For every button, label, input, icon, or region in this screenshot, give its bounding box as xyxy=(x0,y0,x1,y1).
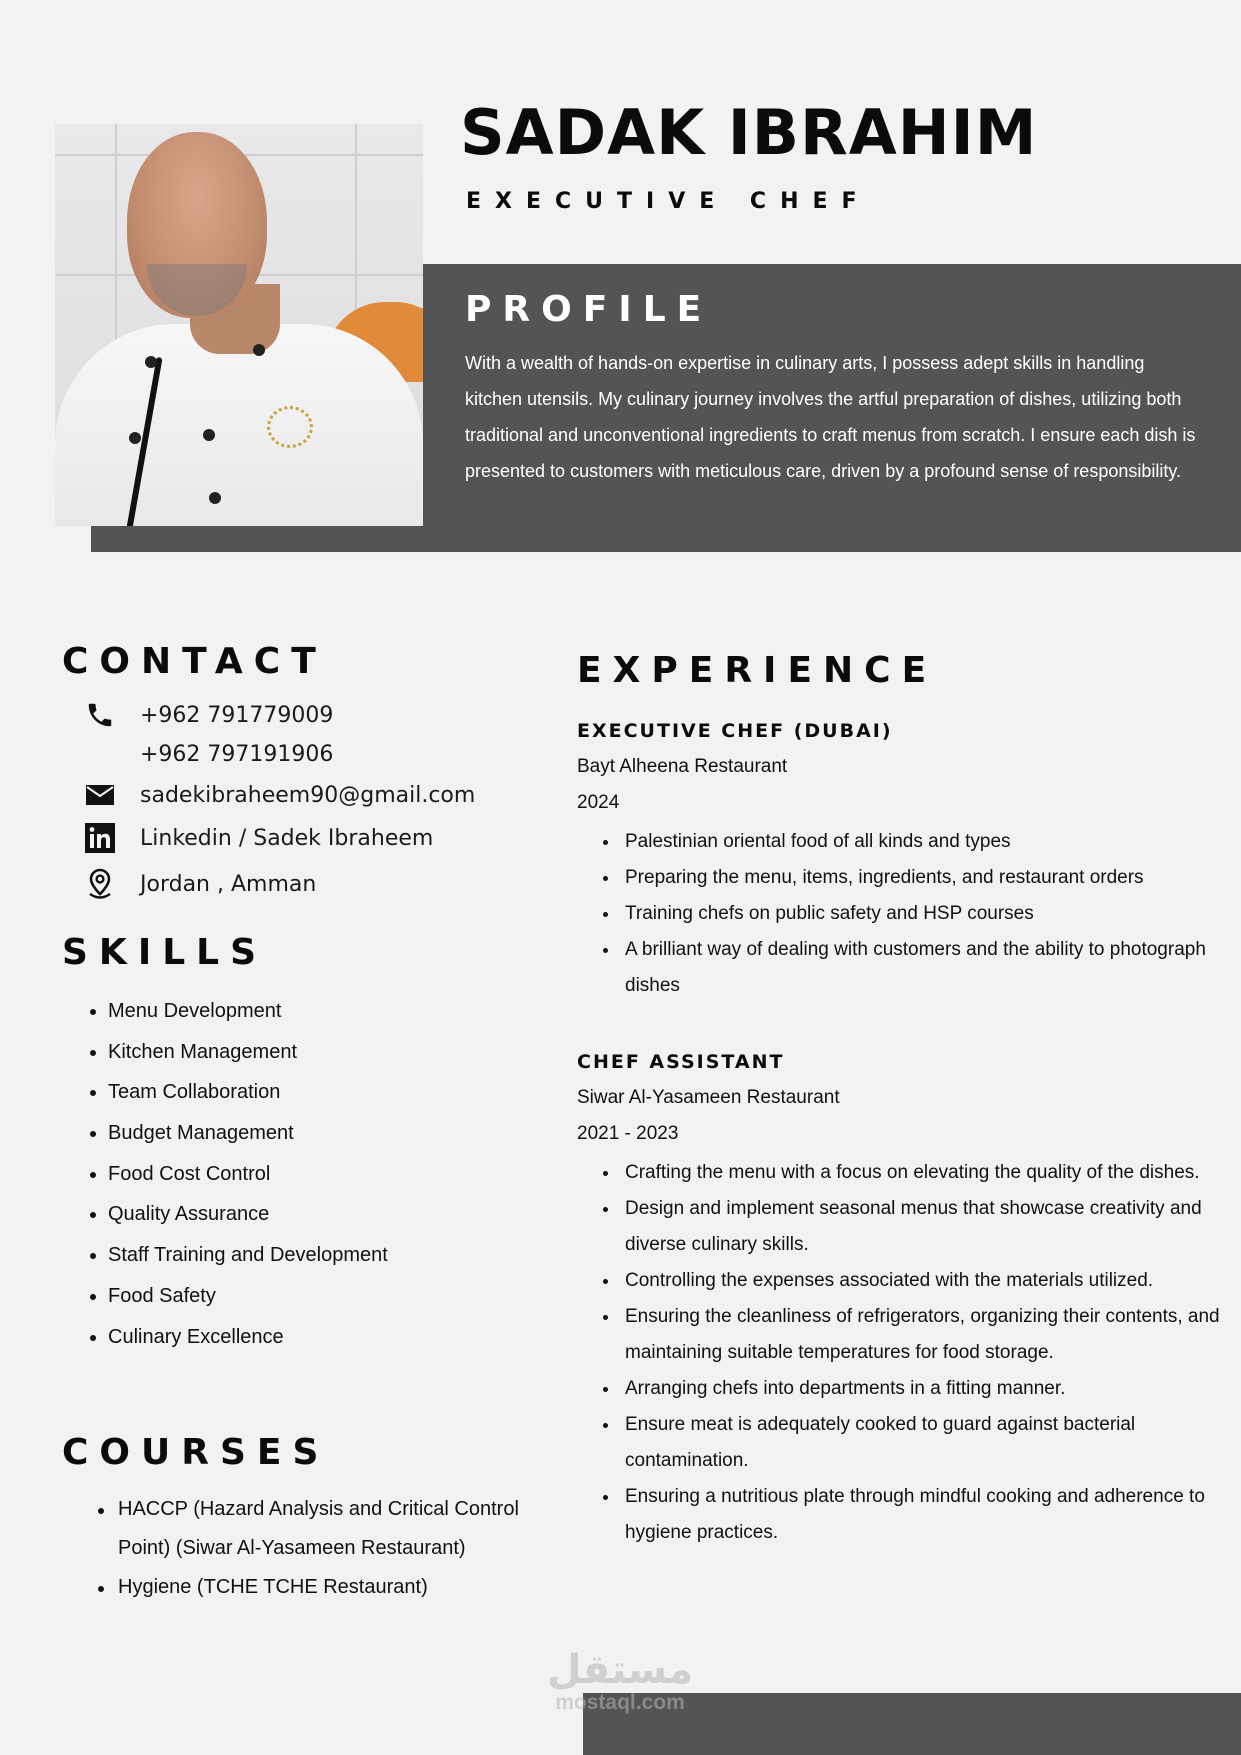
contact-heading: CONTACT xyxy=(62,641,327,682)
linkedin-row xyxy=(84,822,434,854)
location-pin-icon xyxy=(84,868,116,900)
duty-item: Preparing the menu, items, ingredients, and restaurant orders xyxy=(603,860,1213,896)
job-2-company: Siwar Al-Yasameen Restaurant xyxy=(577,1087,840,1108)
duty-item: Palestinian oriental food of all kinds and types xyxy=(603,824,1213,860)
candidate-name: SADAK IBRAHIM xyxy=(460,96,1038,169)
job-title-header: EXECUTIVE CHEF xyxy=(466,189,871,214)
duty-item: A brilliant way of dealing with customers and the ability to photograph dishes xyxy=(603,932,1213,1004)
duty-item: Ensure meat is adequately cooked to guard against bacterial contamination. xyxy=(603,1407,1228,1479)
watermark-latin: mostaql.com xyxy=(555,1691,685,1714)
duty-item: Controlling the expenses associated with the materials utilized. xyxy=(603,1263,1228,1299)
skill-item: Culinary Excellence xyxy=(90,1317,388,1358)
skill-item: Team Collaboration xyxy=(90,1072,388,1113)
profile-photo xyxy=(55,124,423,526)
profile-text: With a wealth of hands-on expertise in culinary arts, I possess adept skills in handling kitchen utensils. My culinary journey involves the artful preparation of dishes, utilizing both traditional and unconventional ingredients to craft menus from scratch. I ensure each dish is presented to customers with meticulous care, driven by a profound sense of responsibility. xyxy=(465,353,1196,481)
skill-item: Kitchen Management xyxy=(90,1032,388,1073)
location-row xyxy=(84,868,317,900)
phone-number-1[interactable]: +962 791779009 xyxy=(140,702,334,728)
profile-heading: PROFILE xyxy=(465,289,713,330)
duty-item: Arranging chefs into departments in a fitting manner. xyxy=(603,1371,1228,1407)
mail-icon xyxy=(84,779,116,811)
job-1-company: Bayt Alheena Restaurant xyxy=(577,756,788,777)
skill-item: Menu Development xyxy=(90,991,388,1032)
skill-item: Budget Management xyxy=(90,1113,388,1154)
linkedin-link[interactable]: Linkedin / Sadek Ibraheem xyxy=(140,825,434,851)
duty-item: Crafting the menu with a focus on elevating the quality of the dishes. xyxy=(603,1155,1228,1191)
watermark xyxy=(545,1648,695,1714)
skill-item: Food Safety xyxy=(90,1276,388,1317)
skill-item: Food Cost Control xyxy=(90,1154,388,1195)
duty-item: Ensuring the cleanliness of refrigerators, organizing their contents, and maintaining suitable temperatures for food storage. xyxy=(603,1299,1228,1371)
job-2-duties xyxy=(603,1155,1228,1551)
phone-icon xyxy=(84,699,116,731)
job-1-title: EXECUTIVE CHEF (DUBAI) xyxy=(577,720,893,742)
watermark-arabic: مستقل xyxy=(546,1647,694,1693)
course-item: Hygiene (TCHE TCHE Restaurant) xyxy=(98,1568,548,1607)
courses-list xyxy=(98,1490,548,1607)
phone-row xyxy=(84,699,334,731)
duty-item: Ensuring a nutritious plate through mindful cooking and adherence to hygiene practices. xyxy=(603,1479,1228,1551)
job-1-duties xyxy=(603,824,1213,1004)
phone-number-2[interactable]: +962 797191906 xyxy=(140,741,334,767)
linkedin-icon xyxy=(84,822,116,854)
duty-item: Design and implement seasonal menus that showcase creativity and diverse culinary skills. xyxy=(603,1191,1228,1263)
job-2-years: 2021 - 2023 xyxy=(577,1123,679,1144)
skills-list xyxy=(90,991,388,1357)
job-1-years: 2024 xyxy=(577,792,620,813)
job-2-title: CHEF ASSISTANT xyxy=(577,1051,785,1073)
skills-heading: SKILLS xyxy=(62,932,268,973)
skill-item: Quality Assurance xyxy=(90,1194,388,1235)
location-text: Jordan , Amman xyxy=(140,871,317,897)
course-item: HACCP (Hazard Analysis and Critical Control Point) (Siwar Al-Yasameen Restaurant) xyxy=(98,1490,548,1568)
experience-heading: EXPERIENCE xyxy=(577,650,938,691)
duty-item: Training chefs on public safety and HSP courses xyxy=(603,896,1213,932)
skill-item: Staff Training and Development xyxy=(90,1235,388,1276)
courses-heading: COURSES xyxy=(62,1432,330,1473)
email-row xyxy=(84,779,476,811)
email-address[interactable]: sadekibraheem90@gmail.com xyxy=(140,782,476,808)
phone-row-2 xyxy=(84,738,334,770)
